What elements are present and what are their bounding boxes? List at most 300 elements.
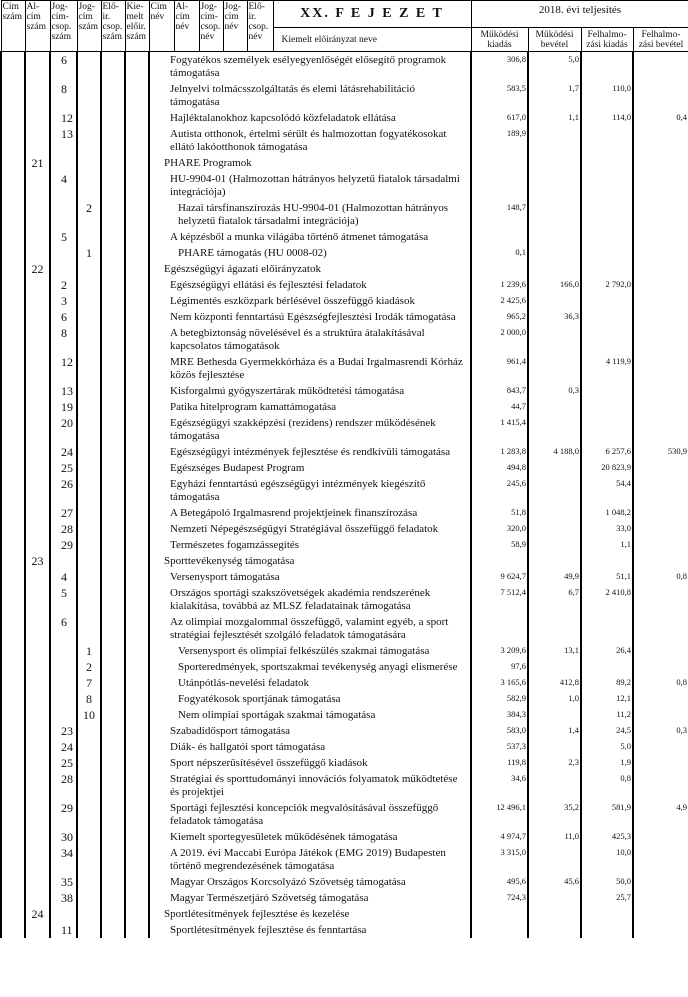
cim-szam (1, 261, 25, 277)
cim-szam (1, 155, 25, 171)
eloir-csop-szam (101, 309, 125, 325)
eloir-csop-szam (101, 643, 125, 659)
value-operating-expense: 494,8 (471, 460, 528, 476)
cim-szam (1, 829, 25, 845)
value-capital-expense: 4 119,9 (581, 354, 633, 383)
value-operating-expense: 119,8 (471, 755, 528, 771)
alcim-szam (25, 171, 50, 200)
kiemelt-eloir-szam (125, 476, 149, 505)
jogcim-szam: 10 (77, 707, 101, 723)
kiemelt-eloir-szam (125, 723, 149, 739)
value-operating-revenue: 1,0 (528, 691, 581, 707)
jogcim-szam (77, 890, 101, 906)
value-operating-expense: 3 315,0 (471, 845, 528, 874)
value-operating-expense: 1 239,6 (471, 277, 528, 293)
table-row (1, 52, 688, 82)
value-capital-revenue (633, 643, 688, 659)
col-header-operating-revenue: Működési bevétel (528, 28, 581, 52)
value-operating-revenue (528, 126, 581, 155)
jogcim-szam (77, 553, 101, 569)
table-row (1, 553, 688, 569)
value-operating-expense: 34,6 (471, 771, 528, 800)
kiemelt-eloir-szam (125, 739, 149, 755)
appropriation-name: Utánpótlás-nevelési feladatok (149, 675, 471, 691)
value-capital-revenue: 530,9 (633, 444, 688, 460)
value-operating-expense: 617,0 (471, 110, 528, 126)
kiemelt-eloir-szam (125, 755, 149, 771)
jogcim-szam (77, 537, 101, 553)
table-row (1, 537, 688, 553)
value-operating-revenue: 1,1 (528, 110, 581, 126)
table-body (1, 52, 688, 939)
alcim-szam (25, 126, 50, 155)
value-operating-expense (471, 261, 528, 277)
alcim-szam (25, 81, 50, 110)
value-operating-expense (471, 614, 528, 643)
cim-szam (1, 537, 25, 553)
cim-szam (1, 126, 25, 155)
eloir-csop-szam (101, 444, 125, 460)
value-operating-revenue: 45,6 (528, 874, 581, 890)
eloir-csop-szam (101, 110, 125, 126)
jogcimcsop-szam: 29 (50, 800, 77, 829)
jogcimcsop-szam: 13 (50, 126, 77, 155)
kiemelt-eloir-szam (125, 171, 149, 200)
jogcimcsop-szam: 11 (50, 922, 77, 938)
appropriation-name: PHARE Programok (149, 155, 471, 171)
cim-szam (1, 415, 25, 444)
col-header-operating-expense: Működési kiadás (471, 28, 528, 52)
cim-szam (1, 354, 25, 383)
table-row (1, 229, 688, 245)
jogcimcsop-szam (50, 643, 77, 659)
value-operating-revenue (528, 354, 581, 383)
value-operating-expense (471, 922, 528, 938)
value-operating-revenue (528, 906, 581, 922)
appropriation-name: Egészségügyi ellátási és fejlesztési feladatok (149, 277, 471, 293)
value-capital-revenue (633, 52, 688, 82)
alcim-szam (25, 829, 50, 845)
table-row (1, 691, 688, 707)
eloir-csop-szam (101, 505, 125, 521)
kiemelt-eloir-szam (125, 293, 149, 309)
value-capital-expense: 89,2 (581, 675, 633, 691)
jogcimcsop-szam: 6 (50, 309, 77, 325)
value-operating-revenue (528, 771, 581, 800)
jogcimcsop-szam: 12 (50, 110, 77, 126)
value-operating-revenue (528, 261, 581, 277)
eloir-csop-szam (101, 171, 125, 200)
value-operating-revenue (528, 739, 581, 755)
value-operating-revenue (528, 537, 581, 553)
col-header-code: Jog-cím név (223, 1, 247, 52)
table-row (1, 155, 688, 171)
eloir-csop-szam (101, 229, 125, 245)
kiemelt-eloir-szam (125, 890, 149, 906)
jogcimcsop-szam: 20 (50, 415, 77, 444)
value-operating-revenue: 11,0 (528, 829, 581, 845)
kiemelt-eloir-szam (125, 659, 149, 675)
alcim-szam (25, 505, 50, 521)
jogcimcsop-szam: 4 (50, 569, 77, 585)
appropriation-name: Versenysport és olimpiai felkészülés szakmai támogatása (149, 643, 471, 659)
jogcimcsop-szam (50, 261, 77, 277)
alcim-szam (25, 460, 50, 476)
value-operating-revenue (528, 229, 581, 245)
jogcim-szam (77, 261, 101, 277)
appropriation-name: Stratégiai és sporttudományi innovációs folyamatok működtetése és projektjei (149, 771, 471, 800)
alcim-szam (25, 659, 50, 675)
cim-szam (1, 476, 25, 505)
value-capital-revenue: 0,8 (633, 569, 688, 585)
eloir-csop-szam (101, 476, 125, 505)
value-operating-expense (471, 171, 528, 200)
table-row (1, 906, 688, 922)
table-row (1, 200, 688, 229)
cim-szam (1, 553, 25, 569)
cim-szam (1, 325, 25, 354)
value-operating-revenue: 49,9 (528, 569, 581, 585)
value-operating-expense: 582,9 (471, 691, 528, 707)
kiemelt-eloir-szam (125, 261, 149, 277)
kiemelt-eloir-szam (125, 325, 149, 354)
value-capital-revenue (633, 505, 688, 521)
table-row (1, 110, 688, 126)
eloir-csop-szam (101, 659, 125, 675)
kiemelt-eloir-szam (125, 399, 149, 415)
cim-szam (1, 293, 25, 309)
value-capital-expense: 26,4 (581, 643, 633, 659)
appropriation-name: Nem olimpiai sportágak szakmai támogatása (149, 707, 471, 723)
value-operating-revenue (528, 476, 581, 505)
alcim-szam (25, 771, 50, 800)
table-row (1, 800, 688, 829)
kiemelt-eloir-szam (125, 309, 149, 325)
jogcim-szam (77, 309, 101, 325)
table-row (1, 614, 688, 643)
jogcimcsop-szam: 30 (50, 829, 77, 845)
jogcim-szam (77, 354, 101, 383)
alcim-szam (25, 691, 50, 707)
value-capital-revenue (633, 707, 688, 723)
value-capital-revenue (633, 874, 688, 890)
jogcim-szam: 2 (77, 200, 101, 229)
col-header-code: Cím név (149, 1, 174, 52)
alcim-szam (25, 585, 50, 614)
table-row (1, 444, 688, 460)
value-operating-revenue (528, 890, 581, 906)
table-row (1, 245, 688, 261)
appropriation-name: Egészségügyi ágazati előirányzatok (149, 261, 471, 277)
table-row (1, 739, 688, 755)
table-row (1, 383, 688, 399)
alcim-szam (25, 309, 50, 325)
value-capital-expense: 12,1 (581, 691, 633, 707)
col-header-code: Elő-ir. csop. név (247, 1, 273, 52)
alcim-szam (25, 444, 50, 460)
appropriation-name: Sportlétesítmények fejlesztése és kezelése (149, 906, 471, 922)
alcim-szam (25, 521, 50, 537)
eloir-csop-szam (101, 691, 125, 707)
col-header-code: Jog-cím-csop. név (199, 1, 223, 52)
eloir-csop-szam (101, 800, 125, 829)
value-capital-revenue: 0,4 (633, 110, 688, 126)
value-capital-expense: 1,9 (581, 755, 633, 771)
kiemelt-eloir-szam (125, 354, 149, 383)
value-capital-expense (581, 383, 633, 399)
value-capital-revenue (633, 829, 688, 845)
cim-szam (1, 309, 25, 325)
eloir-csop-szam (101, 922, 125, 938)
value-capital-revenue (633, 614, 688, 643)
appropriation-name: Versenysport támogatása (149, 569, 471, 585)
kiemelt-eloir-szam (125, 675, 149, 691)
value-capital-revenue (633, 521, 688, 537)
cim-szam (1, 200, 25, 229)
value-capital-expense: 425,3 (581, 829, 633, 845)
table-row (1, 460, 688, 476)
jogcimcsop-szam (50, 155, 77, 171)
kiemelt-eloir-szam (125, 906, 149, 922)
appropriation-name: A betegbiztonság növelésével és a struktúra átalakításával kapcsolatos támogatások (149, 325, 471, 354)
value-capital-revenue (633, 354, 688, 383)
jogcimcsop-szam: 5 (50, 229, 77, 245)
cim-szam (1, 614, 25, 643)
kiemelt-eloir-szam (125, 537, 149, 553)
value-operating-expense: 12 496,1 (471, 800, 528, 829)
jogcimcsop-szam (50, 200, 77, 229)
jogcimcsop-szam: 6 (50, 614, 77, 643)
jogcimcsop-szam: 24 (50, 739, 77, 755)
value-operating-revenue: 5,0 (528, 52, 581, 82)
cim-szam (1, 922, 25, 938)
kiemelt-eloir-szam (125, 707, 149, 723)
eloir-csop-szam (101, 874, 125, 890)
eloir-csop-szam (101, 200, 125, 229)
value-operating-expense (471, 155, 528, 171)
value-operating-revenue (528, 171, 581, 200)
value-capital-expense (581, 553, 633, 569)
value-capital-revenue (633, 383, 688, 399)
alcim-szam (25, 675, 50, 691)
value-operating-expense: 7 512,4 (471, 585, 528, 614)
appropriation-name: Jelnyelvi tolmácsszolgáltatás és elemi látásrehabilitáció támogatása (149, 81, 471, 110)
value-operating-revenue: 4 188,0 (528, 444, 581, 460)
cim-szam (1, 707, 25, 723)
value-operating-revenue: 1,4 (528, 723, 581, 739)
alcim-szam (25, 354, 50, 383)
cim-szam (1, 245, 25, 261)
appropriation-name: Magyar Természetjáró Szövetség támogatása (149, 890, 471, 906)
kiemelt-eloir-szam (125, 922, 149, 938)
alcim-szam (25, 845, 50, 874)
jogcimcsop-szam (50, 245, 77, 261)
appropriation-name: Az olimpiai mozgalommal összefüggő, valamint egyéb, a sport stratégiai fejlesztését szolgáló feladatok támogatására (149, 614, 471, 643)
value-capital-expense (581, 126, 633, 155)
eloir-csop-szam (101, 460, 125, 476)
kiemelt-eloir-szam (125, 569, 149, 585)
value-capital-revenue: 0,8 (633, 675, 688, 691)
value-capital-expense: 2 410,8 (581, 585, 633, 614)
jogcim-szam (77, 52, 101, 82)
value-operating-revenue: 6,7 (528, 585, 581, 614)
eloir-csop-szam (101, 739, 125, 755)
value-capital-expense: 6 257,6 (581, 444, 633, 460)
cim-szam (1, 229, 25, 245)
jogcimcsop-szam: 34 (50, 845, 77, 874)
value-capital-expense: 25,7 (581, 890, 633, 906)
value-operating-expense: 965,2 (471, 309, 528, 325)
value-capital-expense (581, 614, 633, 643)
eloir-csop-szam (101, 277, 125, 293)
col-header-code: Kie-melt előir. szám (125, 1, 149, 52)
alcim-szam (25, 200, 50, 229)
value-capital-revenue (633, 755, 688, 771)
value-capital-revenue (633, 293, 688, 309)
value-capital-expense (581, 245, 633, 261)
eloir-csop-szam (101, 569, 125, 585)
value-capital-revenue (633, 171, 688, 200)
alcim-szam: 22 (25, 261, 50, 277)
value-capital-expense: 33,0 (581, 521, 633, 537)
kiemelt-eloir-szam (125, 553, 149, 569)
alcim-szam (25, 890, 50, 906)
cim-szam (1, 171, 25, 200)
appropriation-name: Sporttevékenység támogatása (149, 553, 471, 569)
alcim-szam (25, 537, 50, 553)
value-capital-expense: 1,1 (581, 537, 633, 553)
alcim-szam (25, 476, 50, 505)
value-operating-revenue (528, 553, 581, 569)
eloir-csop-szam (101, 155, 125, 171)
eloir-csop-szam (101, 829, 125, 845)
value-capital-revenue (633, 537, 688, 553)
jogcim-szam (77, 229, 101, 245)
appropriation-name: Hajléktalanokhoz kapcsolódó közfeladatok ellátása (149, 110, 471, 126)
value-operating-expense: 320,0 (471, 521, 528, 537)
value-operating-expense: 44,7 (471, 399, 528, 415)
jogcimcsop-szam: 2 (50, 277, 77, 293)
table-row (1, 81, 688, 110)
value-capital-revenue: 4,9 (633, 800, 688, 829)
jogcim-szam (77, 399, 101, 415)
cim-szam (1, 675, 25, 691)
value-operating-expense: 583,0 (471, 723, 528, 739)
table-row (1, 277, 688, 293)
table-row (1, 325, 688, 354)
cim-szam (1, 800, 25, 829)
cim-szam (1, 659, 25, 675)
eloir-csop-szam (101, 81, 125, 110)
table-row (1, 415, 688, 444)
value-capital-expense: 2 792,0 (581, 277, 633, 293)
value-operating-expense: 495,6 (471, 874, 528, 890)
kiemelt-eloir-szam (125, 800, 149, 829)
jogcimcsop-szam (50, 906, 77, 922)
eloir-csop-szam (101, 771, 125, 800)
kiemelt-eloir-szam (125, 829, 149, 845)
jogcim-szam (77, 755, 101, 771)
jogcim-szam: 1 (77, 643, 101, 659)
kiemelt-eloir-szam (125, 505, 149, 521)
jogcimcsop-szam: 23 (50, 723, 77, 739)
eloir-csop-szam (101, 354, 125, 383)
jogcim-szam (77, 476, 101, 505)
cim-szam (1, 771, 25, 800)
alcim-szam (25, 415, 50, 444)
jogcim-szam (77, 922, 101, 938)
jogcim-szam: 1 (77, 245, 101, 261)
cim-szam (1, 569, 25, 585)
chapter-title: XX. F E J E Z E T (273, 1, 471, 28)
jogcimcsop-szam: 3 (50, 293, 77, 309)
kiemelt-eloir-szam (125, 614, 149, 643)
jogcimcsop-szam: 8 (50, 81, 77, 110)
kiemelt-eloir-szam (125, 771, 149, 800)
table-row (1, 126, 688, 155)
jogcimcsop-szam: 27 (50, 505, 77, 521)
alcim-szam (25, 399, 50, 415)
value-operating-revenue (528, 325, 581, 354)
cim-szam (1, 755, 25, 771)
value-operating-expense: 58,9 (471, 537, 528, 553)
value-operating-revenue (528, 415, 581, 444)
jogcimcsop-szam (50, 659, 77, 675)
value-operating-expense: 9 624,7 (471, 569, 528, 585)
value-capital-revenue (633, 906, 688, 922)
eloir-csop-szam (101, 553, 125, 569)
value-capital-expense (581, 155, 633, 171)
cim-szam (1, 277, 25, 293)
value-operating-revenue: 35,2 (528, 800, 581, 829)
alcim-szam (25, 293, 50, 309)
value-capital-revenue (633, 771, 688, 800)
kiemelt-eloir-szam (125, 52, 149, 82)
table-row (1, 845, 688, 874)
jogcim-szam (77, 845, 101, 874)
kiemelt-eloir-szam (125, 110, 149, 126)
value-capital-revenue (633, 277, 688, 293)
table-row (1, 675, 688, 691)
col-header-code: Al-cím szám (25, 1, 50, 52)
appropriation-name: Patika hitelprogram kamattámogatása (149, 399, 471, 415)
value-capital-expense: 51,1 (581, 569, 633, 585)
value-operating-revenue (528, 505, 581, 521)
value-operating-revenue (528, 245, 581, 261)
value-operating-expense: 0,1 (471, 245, 528, 261)
jogcimcsop-szam: 13 (50, 383, 77, 399)
alcim-szam (25, 245, 50, 261)
eloir-csop-szam (101, 845, 125, 874)
value-operating-expense: 306,8 (471, 52, 528, 82)
kiemelt-eloir-szam (125, 521, 149, 537)
value-capital-expense: 24,5 (581, 723, 633, 739)
appropriation-name: Országos sportági szakszövetségek akadémia rendszerének kialakítása, továbbá az MLSZ feladatainak támogatása (149, 585, 471, 614)
jogcimcsop-szam: 29 (50, 537, 77, 553)
jogcim-szam (77, 771, 101, 800)
table-row (1, 171, 688, 200)
eloir-csop-szam (101, 399, 125, 415)
jogcim-szam (77, 444, 101, 460)
jogcim-szam (77, 614, 101, 643)
value-capital-expense (581, 52, 633, 82)
value-capital-revenue (633, 659, 688, 675)
value-operating-revenue: 412,8 (528, 675, 581, 691)
value-capital-revenue (633, 460, 688, 476)
value-capital-expense (581, 659, 633, 675)
jogcimcsop-szam: 28 (50, 771, 77, 800)
value-capital-expense: 0,8 (581, 771, 633, 800)
